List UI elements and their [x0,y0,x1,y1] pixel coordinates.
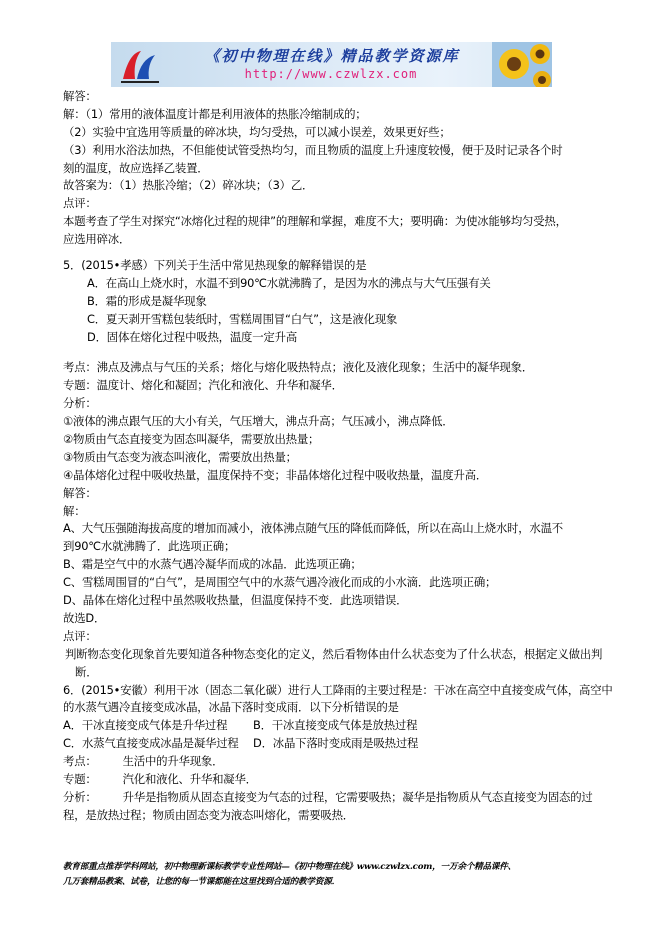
q5-answer-heading: 解答： [63,485,97,500]
question-5-option-c: C．夏天剥开雪糕包装纸时，雪糕周围冒“白气”，这是液化现象 [87,311,398,326]
site-logo-icon [119,45,161,85]
answer-line: 刻的温度，故应选择乙装置． [63,160,209,175]
question-5-option-b: B．霜的形成是凝华现象 [87,293,207,308]
q5-comment-text: 判断物态变化现象首先要知道各种物态变化的定义，然后看物体由什么状态变为了什么状态，根据定义做出判断． [65,646,603,679]
q6-fenxi-text: 升华是指物质从固态直接变为气态的过程，它需要吸热；凝华是指物质从气态直接变为固态的过程，是放热过程；物质由固态变为液态叫熔化，需要吸热． [63,789,593,822]
question-6-option-c: C．水蒸气直接变成冰晶是凝华过程 [63,736,239,751]
question-6-options-row-1 [63,717,613,735]
question-6-option-b: B．干冰直接变成气体是放热过程 [253,718,418,733]
q5-answer-line: A、大气压强随海拔高度的增加而减小，液体沸点随气压的降低而降低，所以在高山上烧水时，水温不 [63,521,563,536]
q5-answer-line: B、霜是空气中的水蒸气遇冷凝华而成的冰晶．此选项正确； [63,557,362,572]
q6-zhuanti-label: 专题： [63,772,97,787]
q6-zhuanti-text: 汽化和液化、升华和凝华． [122,772,257,787]
question-6-stem: 6．(2015•安徽）利用干冰（固态二氧化碳）进行人工降雨的主要过程是：干冰在高空中直接变成气体，高空中的水蒸气遇冷直接变成冰晶，冰晶下落时变成雨．以下分析错误的是 [63,682,613,715]
comment-heading: 点评： [63,196,97,211]
question-5-option-a: A．在高山上烧水时，水温不到90℃水就沸腾了，是因为水的沸点与大气压强有关 [87,275,491,290]
q5-fenxi-point: ③物质由气态变为液态叫液化，需要放出热量； [63,449,297,464]
answer-line: （2）实验中宜选用等质量的碎冰块，均匀受热，可以减小误差，效果更好些； [63,124,451,139]
document-body [63,88,613,825]
answer-line: 解：（1）常用的液体温度计都是利用液体的热胀冷缩制成的； [63,106,367,121]
comment-line: 应选用碎冰． [63,232,131,247]
footer-line: 教育部重点推荐学科网站，初中物理新课标教学专业性网站—《初中物理在线》www.czwlzx.com，一万余个精品课件、 [63,862,517,872]
q5-zhuanti: 专题：温度计、熔化和凝固；汽化和液化、升华和凝华． [63,378,343,393]
answer-line: （3）利用水浴法加热，不但能使试管受热均匀，而且物质的温度上升速度较慢，便于及时记录各个时 [63,142,563,157]
question-5-stem: 5．(2015•孝感）下列关于生活中常见热现象的解释错误的是 [63,258,367,273]
q5-fenxi-point: ④晶体熔化过程中吸收热量，温度保持不变；非晶体熔化过程中吸收热量，温度升高． [63,467,488,482]
banner-url[interactable]: http://www.czwlzx.com [244,67,418,81]
q5-answer-line: C、雪糕周围冒的“白气”，是周围空气中的水蒸气遇冷液化而成的小水滴．此选项正确； [63,575,497,590]
q5-answer-line: D、晶体在熔化过程中虽然吸收热量，但温度保持不变．此选项错误． [63,593,408,608]
q5-comment-heading: 点评： [63,628,97,643]
q5-answer-label: 解： [63,503,86,518]
sunflower-icon [492,42,552,87]
q6-kaodian-label: 考点： [63,754,97,769]
q6-kaodian [63,753,613,771]
comment-line: 本题考查了学生对探究“冰熔化过程的规律”的理解和掌握，难度不大；要明确：为使冰能够均匀受热， [63,214,567,229]
q5-fenxi-heading: 分析： [63,396,97,411]
footer-line: 几万套精品教案、试卷，让您的每一节课都能在这里找到合适的教学资源． [63,877,340,887]
question-5-option-d: D．固体在熔化过程中吸热，温度一定升高 [87,329,298,344]
q5-fenxi-point: ②物质由气态直接变为固态叫凝华，需要放出热量； [63,432,320,447]
banner-title: 《初中物理在线》精品教学资源库 [204,47,460,65]
q6-fenxi-label: 分析： [63,789,97,804]
q6-fenxi [63,789,613,825]
answer-heading: 解答： [63,89,97,103]
answer-line: 故答案为：（1）热胀冷缩；（2）碎冰块；（3）乙． [63,178,314,193]
q6-zhuanti [63,771,613,789]
header-banner [111,42,552,87]
q5-answer-line: 到90℃水就沸腾了．此选项正确； [63,539,236,554]
q5-choice: 故选D． [63,610,106,625]
question-6-option-a: A．干冰直接变成气体是升华过程 [63,718,228,733]
q6-kaodian-text: 生活中的升华现象． [122,754,224,769]
question-6-options-row-2 [63,735,613,753]
q5-fenxi-point: ①液体的沸点跟气压的大小有关，气压增大，沸点升高；气压减小，沸点降低． [63,414,454,429]
page-footer [63,860,623,890]
q5-kaodian: 考点：沸点及沸点与气压的关系；熔化与熔化吸热特点；液化及液化现象；生活中的凝华现象． [63,360,534,375]
question-6-option-d: D．冰晶下落时变成雨是吸热过程 [253,736,419,751]
